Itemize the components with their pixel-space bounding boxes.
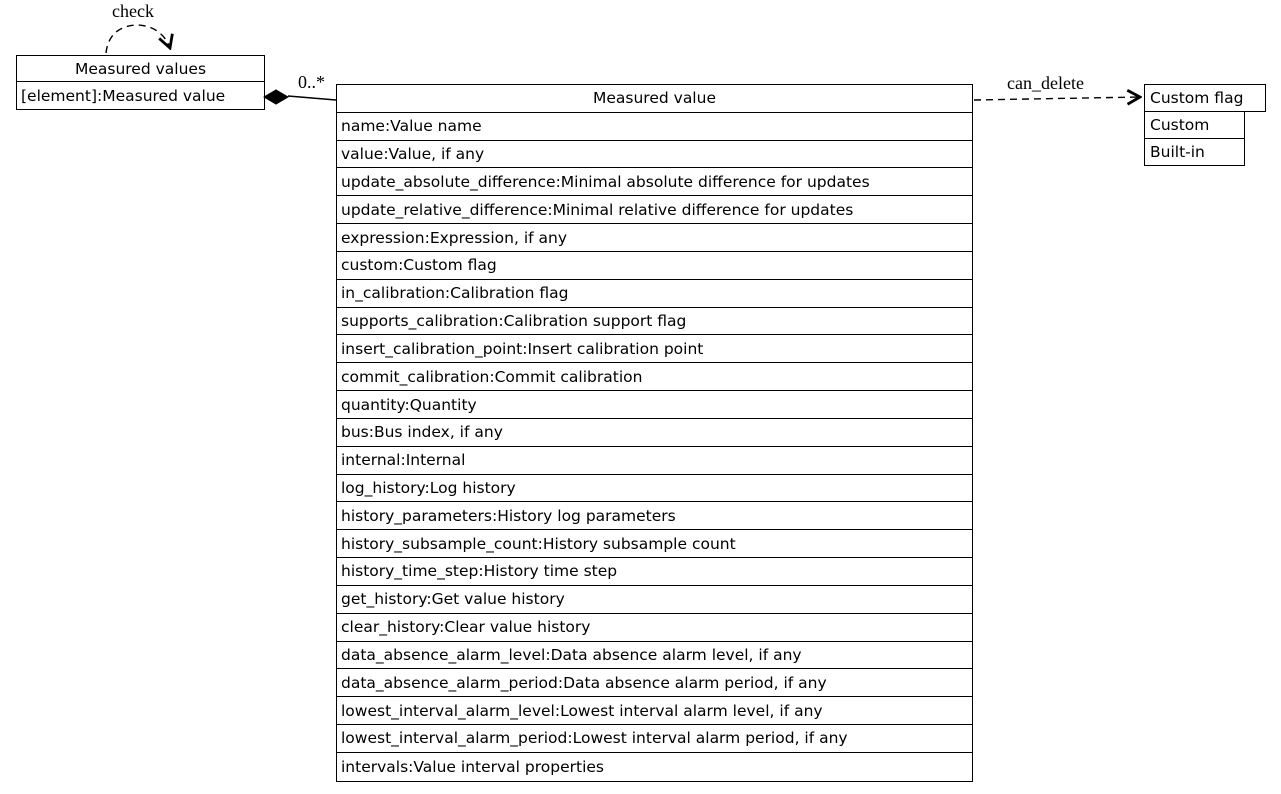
- measured-value-title: Measured value: [337, 85, 972, 113]
- table-row: intervals:Value interval properties: [337, 753, 972, 781]
- table-row: quantity:Quantity: [337, 391, 972, 419]
- table-row: lowest_interval_alarm_level:Lowest interval alarm level, if any: [337, 697, 972, 725]
- custom-flag-table: [1144, 84, 1266, 166]
- check-edge-label: check: [112, 1, 154, 21]
- table-row: log_history:Log history: [337, 475, 972, 503]
- table-row: history_subsample_count:History subsample count: [337, 530, 972, 558]
- table-row: internal:Internal: [337, 447, 972, 475]
- table-row: [element]:Measured value: [17, 82, 264, 109]
- table-row: data_absence_alarm_period:Data absence alarm period, if any: [337, 669, 972, 697]
- table-row: in_calibration:Calibration flag: [337, 280, 972, 308]
- aggregation-diamond-icon: [264, 90, 288, 104]
- can-delete-arrow-icon: [974, 97, 1140, 100]
- measured-values-table: [16, 55, 265, 110]
- table-row: history_time_step:History time step: [337, 558, 972, 586]
- table-row: update_absolute_difference:Minimal absolute difference for updates: [337, 168, 972, 196]
- can-delete-edge-label: can_delete: [1007, 73, 1084, 93]
- multiplicity-label: 0..*: [298, 72, 325, 92]
- check-self-arrow-icon: [106, 25, 170, 53]
- table-row: commit_calibration:Commit calibration: [337, 363, 972, 391]
- measured-value-table: [336, 84, 973, 782]
- aggregation-line: [288, 96, 336, 100]
- table-row: name:Value name: [337, 113, 972, 141]
- table-row: get_history:Get value history: [337, 586, 972, 614]
- table-row: history_parameters:History log parameters: [337, 502, 972, 530]
- table-row: data_absence_alarm_level:Data absence alarm level, if any: [337, 642, 972, 670]
- table-row: insert_calibration_point:Insert calibration point: [337, 335, 972, 363]
- table-row: bus:Bus index, if any: [337, 419, 972, 447]
- table-row: expression:Expression, if any: [337, 224, 972, 252]
- table-row: lowest_interval_alarm_period:Lowest interval alarm period, if any: [337, 725, 972, 753]
- table-row: Built-in: [1144, 138, 1245, 166]
- table-row: Custom: [1144, 111, 1245, 139]
- table-row: clear_history:Clear value history: [337, 614, 972, 642]
- table-row: value:Value, if any: [337, 141, 972, 169]
- table-row: update_relative_difference:Minimal relative difference for updates: [337, 196, 972, 224]
- table-row: supports_calibration:Calibration support flag: [337, 308, 972, 336]
- measured-values-title: Measured values: [17, 56, 264, 82]
- custom-flag-title: Custom flag: [1144, 84, 1266, 112]
- table-row: custom:Custom flag: [337, 252, 972, 280]
